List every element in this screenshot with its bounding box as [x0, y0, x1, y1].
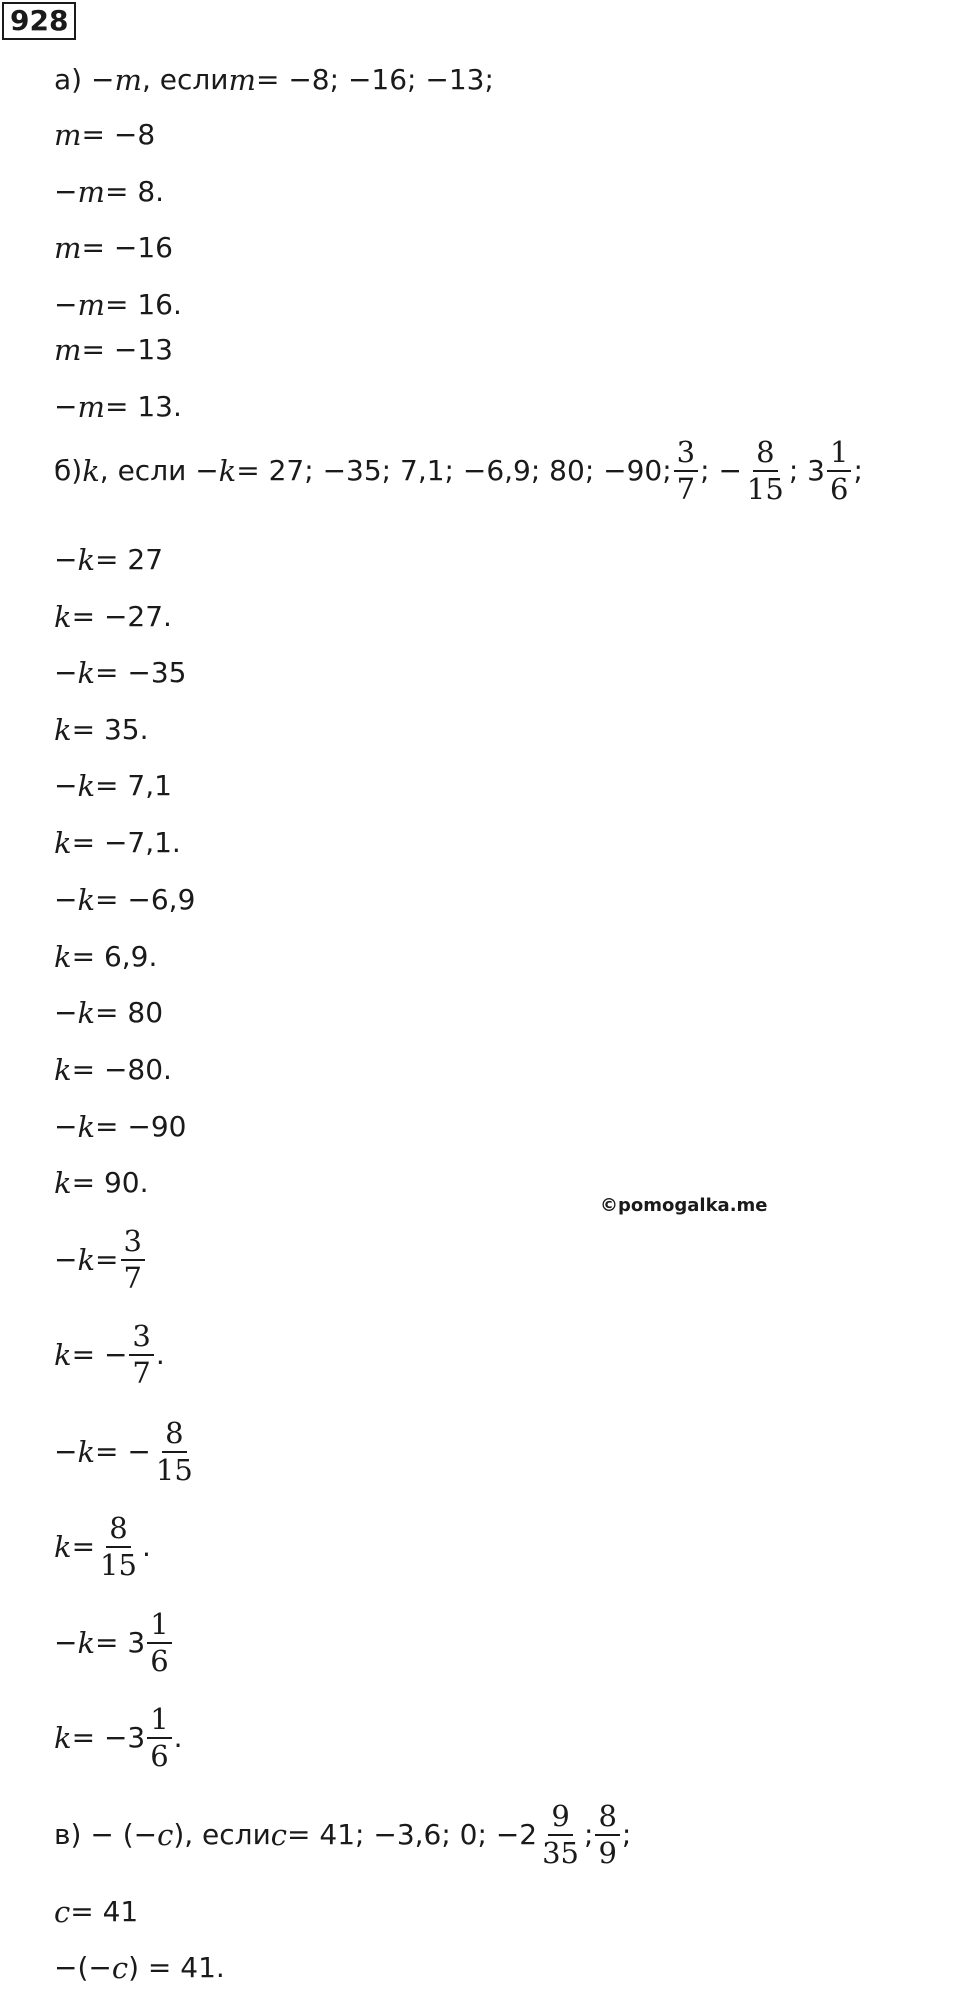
- math-text: а) −: [54, 63, 115, 96]
- math-text: = 6,9.: [71, 940, 158, 973]
- math-text: .: [173, 1721, 183, 1754]
- math-text: −: [54, 656, 78, 689]
- variable: k: [54, 1166, 72, 1200]
- variable: c: [111, 1951, 129, 1985]
- math-text: = 3: [95, 1626, 146, 1659]
- math-text: = −80.: [71, 1053, 172, 1086]
- fraction-numerator: 1: [827, 438, 851, 472]
- math-text: ; 3: [788, 454, 825, 487]
- math-line: [54, 60, 494, 100]
- variable: k: [54, 1053, 72, 1087]
- math-line: [54, 115, 155, 155]
- fraction-numerator: 8: [753, 438, 777, 472]
- math-text: −(−: [54, 1951, 112, 1984]
- math-text: ; −: [700, 454, 742, 487]
- fraction: [744, 435, 787, 506]
- math-text: ;: [584, 1818, 594, 1851]
- math-text: =: [71, 1530, 96, 1563]
- math-text: = 90.: [71, 1166, 149, 1199]
- math-text: −: [54, 1243, 78, 1276]
- fraction: [674, 435, 698, 506]
- math-text: .: [141, 1530, 151, 1563]
- variable: m: [54, 333, 82, 367]
- variable: k: [77, 1110, 96, 1144]
- math-text: = 41: [70, 1895, 139, 1928]
- fraction: [121, 1224, 145, 1295]
- fraction-denominator: 15: [100, 1548, 137, 1582]
- math-line: [54, 1416, 198, 1487]
- variable: c: [157, 1818, 174, 1852]
- fraction-numerator: 1: [147, 1610, 171, 1644]
- math-line: [54, 330, 173, 370]
- variable: k: [77, 1626, 96, 1660]
- math-line: [54, 285, 182, 325]
- fraction-numerator: 9: [548, 1802, 572, 1836]
- math-line: [54, 1319, 165, 1390]
- math-text: = −3: [71, 1721, 146, 1754]
- math-text: −: [54, 288, 78, 321]
- fraction-denominator: 6: [150, 1644, 169, 1678]
- math-line: [54, 1607, 174, 1678]
- math-text: = −90: [95, 1110, 187, 1143]
- math-line: [54, 710, 148, 750]
- math-text: ) = 41.: [128, 1951, 225, 1984]
- math-text: = −: [71, 1338, 128, 1371]
- math-text: −: [54, 996, 78, 1029]
- watermark: ©pomogalka.me: [600, 1195, 768, 1216]
- math-text: ), если: [173, 1818, 271, 1851]
- fraction-denominator: 15: [746, 472, 784, 506]
- math-text: б): [54, 454, 83, 487]
- math-line: [54, 1511, 151, 1582]
- math-text: = −8; −16; −13;: [255, 63, 494, 96]
- variable: k: [54, 600, 72, 634]
- math-text: = −13: [81, 333, 173, 366]
- math-text: = 16.: [104, 288, 182, 321]
- variable: k: [82, 454, 100, 488]
- fraction-denominator: 6: [829, 472, 849, 506]
- fraction-numerator: 8: [595, 1802, 619, 1836]
- math-text: = −: [95, 1435, 151, 1468]
- math-text: = 27: [95, 543, 164, 576]
- math-line: [54, 823, 181, 863]
- variable: k: [77, 1435, 96, 1469]
- math-line: [54, 937, 157, 977]
- math-text: = −35: [95, 656, 187, 689]
- variable: k: [77, 996, 96, 1030]
- variable: k: [77, 656, 96, 690]
- variable: c: [54, 1895, 71, 1929]
- math-text: −: [54, 769, 78, 802]
- variable: k: [218, 454, 237, 488]
- variable: m: [77, 288, 105, 322]
- variable: k: [54, 1721, 72, 1755]
- math-line: [54, 540, 163, 580]
- math-text: ;: [853, 454, 863, 487]
- math-line: [54, 228, 173, 268]
- fraction-numerator: 8: [162, 1419, 186, 1453]
- fraction-denominator: 7: [676, 472, 696, 506]
- math-line: [54, 993, 163, 1033]
- math-line: [54, 387, 182, 427]
- fraction-denominator: 15: [155, 1453, 193, 1487]
- math-text: = 35.: [71, 713, 149, 746]
- math-line: [54, 1948, 225, 1988]
- math-text: = 13.: [104, 390, 182, 423]
- math-text: = 41; −3,6; 0; −2: [287, 1818, 538, 1851]
- math-text: = −7,1.: [71, 826, 181, 859]
- variable: k: [54, 1338, 72, 1372]
- math-text: −: [54, 543, 78, 576]
- fraction: [147, 1607, 171, 1678]
- variable: k: [54, 826, 72, 860]
- math-line: [54, 880, 195, 920]
- fraction-numerator: 3: [129, 1322, 153, 1356]
- math-line: [54, 653, 187, 693]
- math-line: [54, 1163, 148, 1203]
- math-text: .: [155, 1338, 165, 1371]
- math-line: [54, 435, 863, 506]
- variable: k: [77, 769, 96, 803]
- variable: k: [77, 543, 96, 577]
- fraction: [827, 435, 851, 506]
- fraction-denominator: 7: [123, 1261, 142, 1295]
- math-text: −: [54, 390, 78, 423]
- math-line: [54, 1892, 138, 1932]
- fraction: [147, 1702, 171, 1773]
- math-text: = 7,1: [95, 769, 172, 802]
- variable: m: [54, 231, 82, 265]
- math-text: = 27; −35; 7,1; −6,9; 80; −90;: [236, 454, 672, 487]
- fraction: [153, 1416, 196, 1487]
- math-text: =: [95, 1243, 119, 1276]
- variable: m: [54, 118, 82, 152]
- math-text: −: [54, 175, 78, 208]
- fraction-denominator: 7: [132, 1356, 151, 1390]
- math-line: [54, 1107, 187, 1147]
- math-text: −: [54, 883, 78, 916]
- math-line: [54, 1050, 172, 1090]
- math-line: [54, 1702, 183, 1773]
- math-text: = −16: [81, 231, 173, 264]
- math-line: [54, 1224, 147, 1295]
- math-text: −: [54, 1626, 78, 1659]
- math-text: ;: [621, 1818, 632, 1851]
- fraction: [97, 1511, 140, 1582]
- math-text: = 80: [95, 996, 164, 1029]
- variable: k: [54, 940, 72, 974]
- math-line: [54, 1799, 632, 1870]
- variable: k: [54, 713, 72, 747]
- variable: k: [54, 1530, 72, 1564]
- math-text: в) − (−: [54, 1818, 158, 1851]
- variable: k: [77, 883, 96, 917]
- fraction: [129, 1319, 153, 1390]
- math-line: [54, 172, 164, 212]
- fraction-numerator: 1: [147, 1705, 171, 1739]
- variable: m: [114, 63, 142, 97]
- math-text: −: [54, 1110, 78, 1143]
- fraction: [539, 1799, 582, 1870]
- fraction: [595, 1799, 619, 1870]
- math-text: = −27.: [71, 600, 172, 633]
- fraction-denominator: 9: [598, 1836, 617, 1870]
- fraction-numerator: 8: [106, 1514, 130, 1548]
- variable: m: [77, 390, 105, 424]
- variable: m: [77, 175, 105, 209]
- fraction-denominator: 35: [542, 1836, 580, 1870]
- math-line: [54, 597, 172, 637]
- task-number: 928: [2, 2, 76, 40]
- fraction-numerator: 3: [121, 1227, 145, 1261]
- fraction-denominator: 6: [150, 1739, 169, 1773]
- math-line: [54, 766, 172, 806]
- math-text: , если: [141, 63, 229, 96]
- variable: c: [270, 1818, 288, 1852]
- math-text: = 8.: [104, 175, 165, 208]
- math-text: −: [54, 1435, 78, 1468]
- math-text: = −8: [81, 118, 156, 151]
- variable: k: [77, 1243, 96, 1277]
- math-text: , если −: [99, 454, 219, 487]
- fraction-numerator: 3: [674, 438, 698, 472]
- math-text: = −6,9: [95, 883, 196, 916]
- variable: m: [228, 63, 256, 97]
